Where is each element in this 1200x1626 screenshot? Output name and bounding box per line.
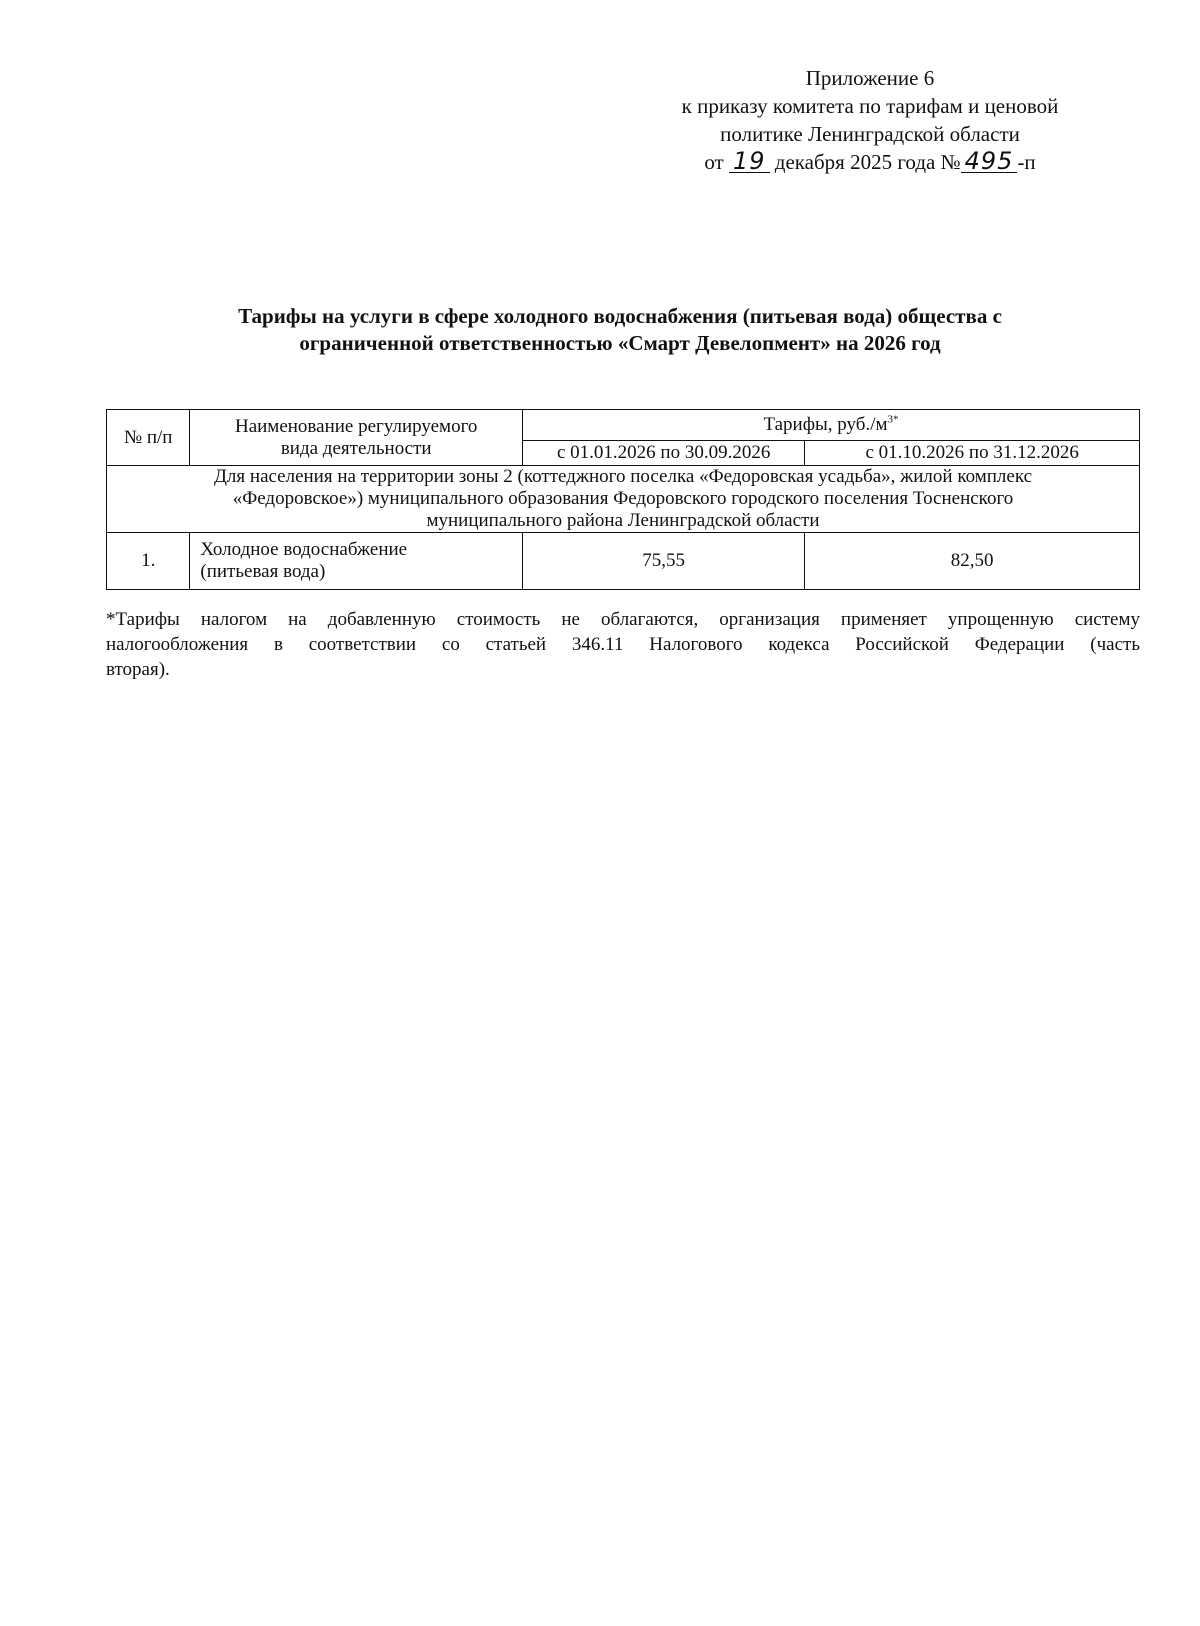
- footnote-line-3: вторая).: [106, 659, 170, 680]
- header-tariffs-label: Тарифы, руб./м: [763, 414, 888, 435]
- row-num: 1.: [107, 533, 190, 590]
- header-period-1: с 01.01.2026 по 30.09.2026: [523, 441, 805, 466]
- appendix-date-line: [600, 148, 1140, 176]
- appendix-order-line: к приказу комитета по тарифам и ценовой: [681, 94, 1059, 118]
- header-name: [190, 410, 523, 466]
- appendix-header: [600, 64, 1140, 176]
- date-prefix: от: [704, 150, 724, 174]
- header-name-line-1: Наименование регулируемого: [234, 415, 478, 437]
- header-period-2: с 01.10.2026 по 31.12.2026: [805, 441, 1140, 466]
- header-name-line-2: вида деятельности: [280, 437, 432, 459]
- row-tariff-period-2: 82,50: [805, 533, 1140, 590]
- header-num: № п/п: [107, 410, 190, 466]
- row-name-line-1: Холодное водоснабжение: [200, 539, 408, 560]
- section-line-3: муниципального района Ленинградской области: [426, 510, 820, 531]
- section-line-1: Для населения на территории зоны 2 (коттеджного поселка «Федоровская усадьба», жилой комплекс: [213, 466, 1033, 487]
- table-section-row: [107, 466, 1140, 533]
- header-tariffs: [523, 410, 1140, 441]
- footnote-line-2: налогообложения в соответствии со статьей 346.11 Налогового кодекса Российской Федерации (часть: [106, 634, 1140, 655]
- footnote-line-1: *Тарифы налогом на добавленную стоимость не облагаются, организация применяет упрощенную систему: [106, 609, 1140, 630]
- row-name-line-2: (питьевая вода): [200, 561, 326, 582]
- section-description: [107, 466, 1140, 533]
- appendix-region-line: политике Ленинградской области: [720, 122, 1020, 146]
- section-line-2: «Федоровское») муниципального образования Федоровского городского поселения Тосненского: [232, 488, 1014, 509]
- document-title: [120, 303, 1120, 357]
- number-suffix: -п: [1017, 150, 1036, 174]
- table-header-row: [107, 410, 1140, 441]
- table-row: [107, 533, 1140, 590]
- date-middle: декабря 2025 года №: [774, 150, 961, 174]
- row-service-name: [190, 533, 523, 590]
- title-line-1: Тарифы на услуги в сфере холодного водоснабжения (питьевая вода) общества с: [238, 304, 1002, 328]
- title-line-2: ограниченной ответственностью «Смарт Девелопмент» на 2026 год: [299, 331, 941, 355]
- header-tariffs-sup: 3*: [887, 413, 899, 426]
- handwritten-day: 19: [729, 150, 770, 173]
- tariff-table: [106, 409, 1140, 590]
- handwritten-number: 495: [961, 150, 1018, 173]
- appendix-title: Приложение 6: [805, 66, 935, 90]
- row-tariff-period-1: 75,55: [523, 533, 805, 590]
- footnote: [106, 607, 1140, 682]
